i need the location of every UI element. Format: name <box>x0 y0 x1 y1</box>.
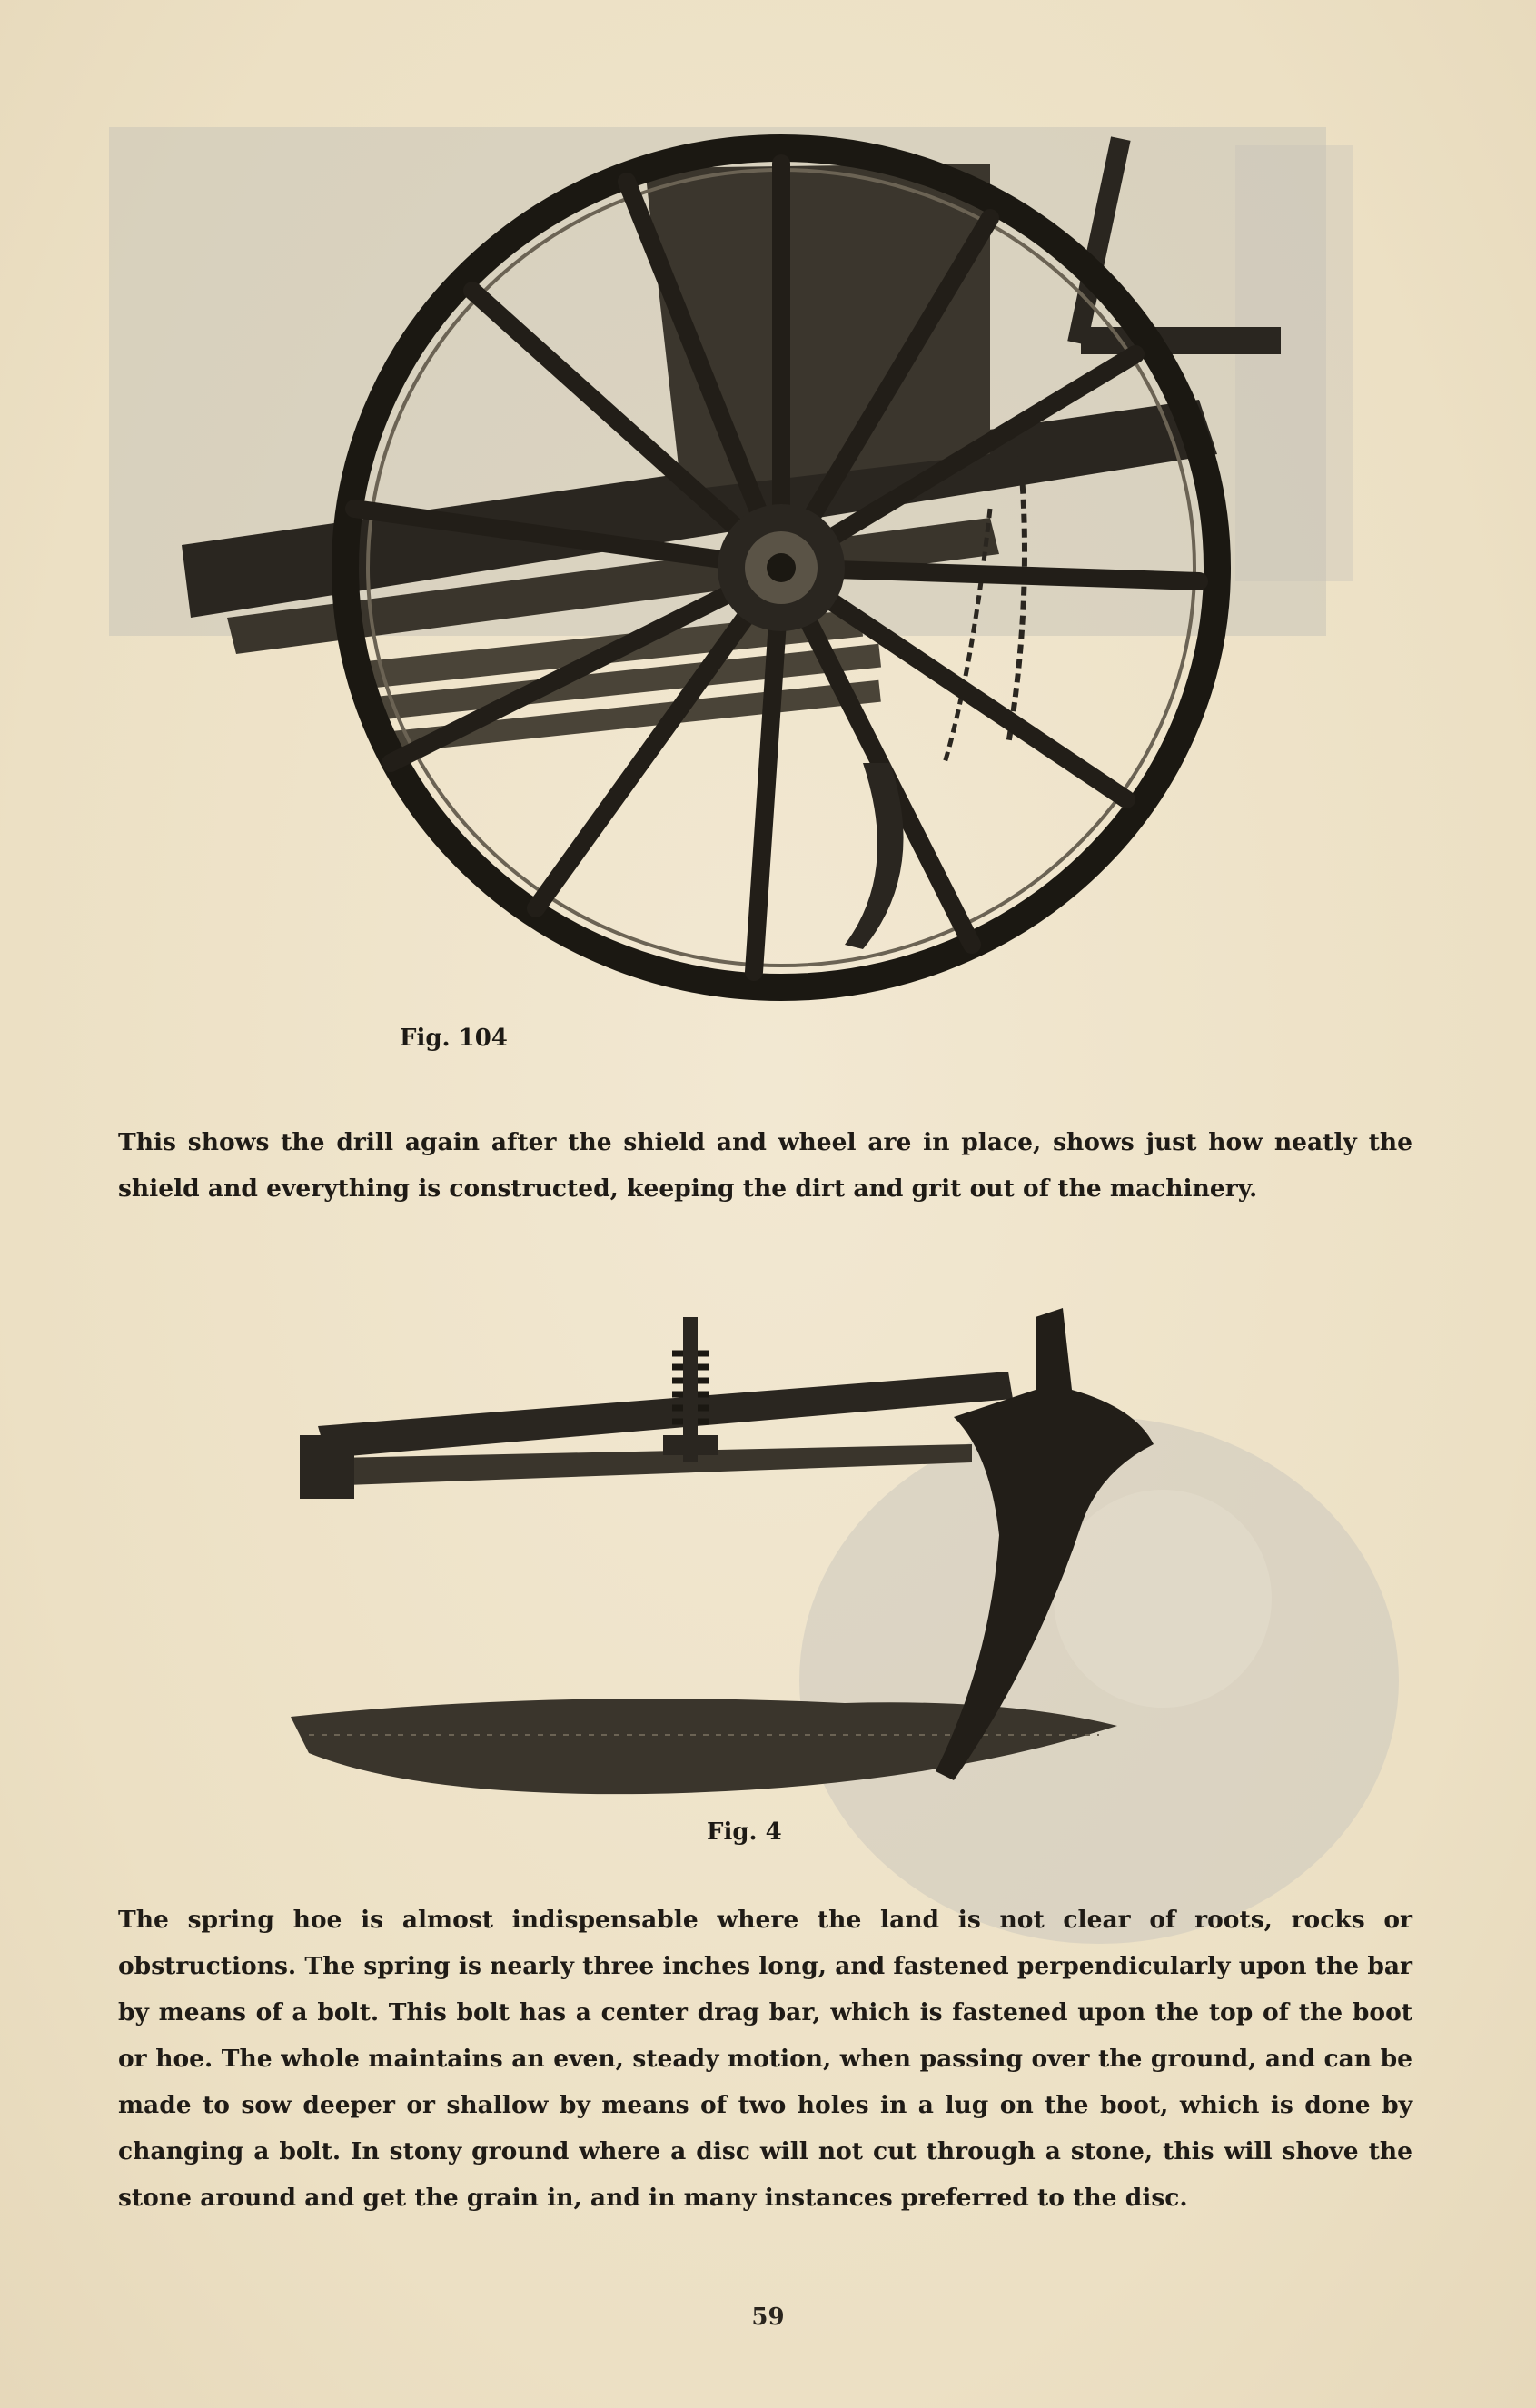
paragraph-drill-description: This shows the drill again after the shield and wheel are in place, shows just how neatly the shield and everything is constructed, keeping the dirt and grit out of the machinery. <box>118 1128 1412 1203</box>
paragraph-spring-hoe-description: The spring hoe is almost indispensable where the land is not clear of roots, rocks or obstructions. The spring is nearly three inches long, and fastened perpendicularly upon the bar by means of a bolt. This bolt has a center drag bar, which is fastened upon the top of the boot or hoe. The whole maintains an even, steady motion, when passing over the ground, and can be made to sow deeper or shallow by means of two holes in a lug on the boot, which is done by changing a bolt. In stony ground where a disc will not cut through a stone, this will shove the stone around and get the grain in, and in many instances preferred to the disc. <box>118 1906 1413 2212</box>
figure-drill-wheel <box>173 127 1290 1026</box>
figure-caption-104: Fig. 104 <box>400 1025 508 1052</box>
figure-caption-4: Fig. 4 <box>707 1818 782 1846</box>
drill-wheel-illustration <box>173 127 1290 1026</box>
page-number: 59 <box>751 2304 785 2331</box>
spring-hoe-illustration <box>282 1299 1190 1808</box>
figure-spring-hoe <box>282 1299 1190 1808</box>
